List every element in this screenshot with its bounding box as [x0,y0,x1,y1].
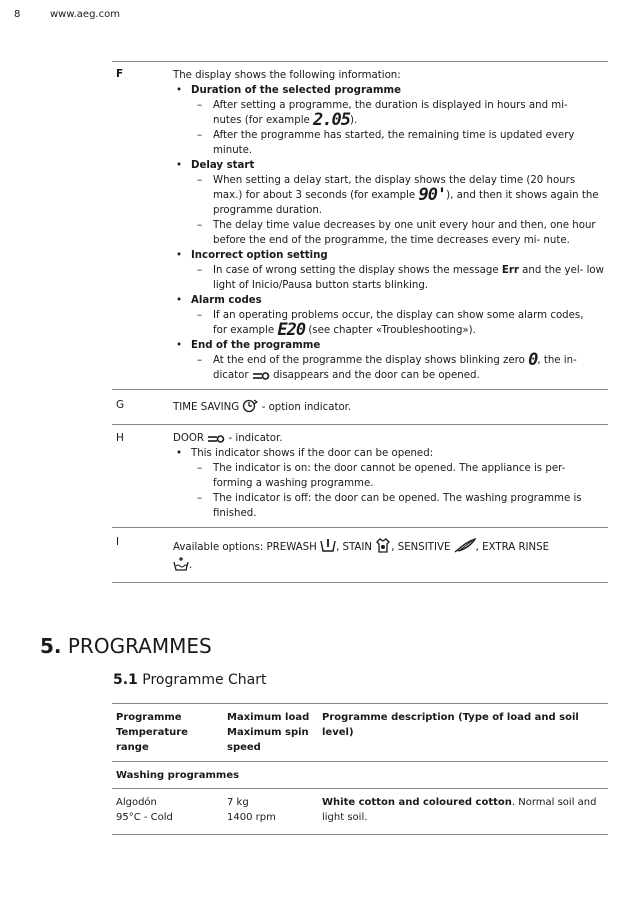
section-heading: 5. PROGRAMMES [40,634,212,658]
display-example-duration: 2.05 [313,110,350,130]
programme-load: 7 kg [227,797,249,808]
row-key: I [116,536,120,548]
time-saving-icon [242,399,258,413]
row-i: I Available options: PREWASH , STAIN , SENSITIVE , EXTRA RINSE . [112,528,608,583]
list-item: – In case of wrong setting the display shows the message Err and the yel- low light of Inicio/Pausa button starts blinking. [173,263,608,293]
table-row [112,789,608,835]
list-item: • End of the programme [173,338,608,353]
programme-temperature: 95°C - Cold [116,812,173,823]
programme-name: Algodón [116,797,157,808]
header-load: Maximum load Maximum spin speed [227,712,310,753]
list-item: – After setting a programme, the duration is displayed in hours and mi- nutes (for example 2.05). [173,98,608,128]
door-lock-icon [207,434,225,444]
prewash-icon [320,538,336,553]
door-lock-icon [252,371,270,381]
header-programme: Programme Temperature range [116,712,188,753]
subsection-heading: 5.1 Programme Chart [113,672,267,688]
table-header [112,703,608,762]
list-item: – After the programme has started, the remaining time is updated every minute. [173,128,608,158]
stain-icon [375,538,391,553]
list-item: – The delay time value decreases by one unit every hour and then, one hour before the end of the programme, the time decreases every mi- nute. [173,218,608,248]
list-item: • Alarm codes [173,293,608,308]
display-example-delay: 90' [418,185,447,205]
list-item: • This indicator shows if the door can be opened: [173,446,608,461]
display-info-table [112,61,608,583]
row-key: F [116,68,124,80]
list-item: – When setting a delay start, the display shows the delay time (20 hours max.) for about 3 seconds (for example 90'), and then it shows again the programme duration. [173,173,608,218]
programme-table [112,703,608,835]
programme-description: White cotton and coloured cotton. Normal soil and light soil. [322,797,597,823]
display-example-zero: 0 [528,350,538,370]
list-item: – At the end of the programme the display shows blinking zero 0, the in- dicator disappears and the door can be opened. [173,353,608,383]
row-f [112,62,608,390]
display-example-alarm: E20 [277,320,306,340]
row-key: H [116,432,124,444]
list-item: – The indicator is on: the door cannot be opened. The appliance is per- forming a washing programme. [173,461,608,491]
list-item: – The indicator is off: the door can be opened. The washing programme is finished. [173,491,608,521]
row-f-intro: The display shows the following information: [173,70,401,81]
extra-rinse-icon [173,556,189,571]
list-item: • Duration of the selected programme [173,83,608,98]
table-group-row: Washing programmes [112,762,608,789]
page-number: 8 [14,9,21,20]
door-label: DOOR [173,433,204,444]
programme-spin: 1400 rpm [227,812,276,823]
sensitive-icon [454,538,476,553]
list-item: – If an operating problems occur, the display can show some alarm codes, for example E20 (see chapter «Troubleshooting»). [173,308,608,338]
list-item: • Incorrect option setting [173,248,608,263]
header-url: www.aeg.com [50,9,120,20]
row-key: G [116,399,125,411]
header-description: Programme description (Type of load and soil level) [322,712,579,738]
time-saving-label: TIME SAVING [173,402,240,413]
row-g: G TIME SAVING - option indicator. [112,390,608,425]
list-item: • Delay start [173,158,608,173]
row-h: H DOOR - indicator. • This indicator shows if the door can be opened: – The indicator is on: the door cannot be opened. The appliance is per- forming a washing programme. – The indicator is off: the door can be opened. The washing programme is finished. [112,425,608,528]
